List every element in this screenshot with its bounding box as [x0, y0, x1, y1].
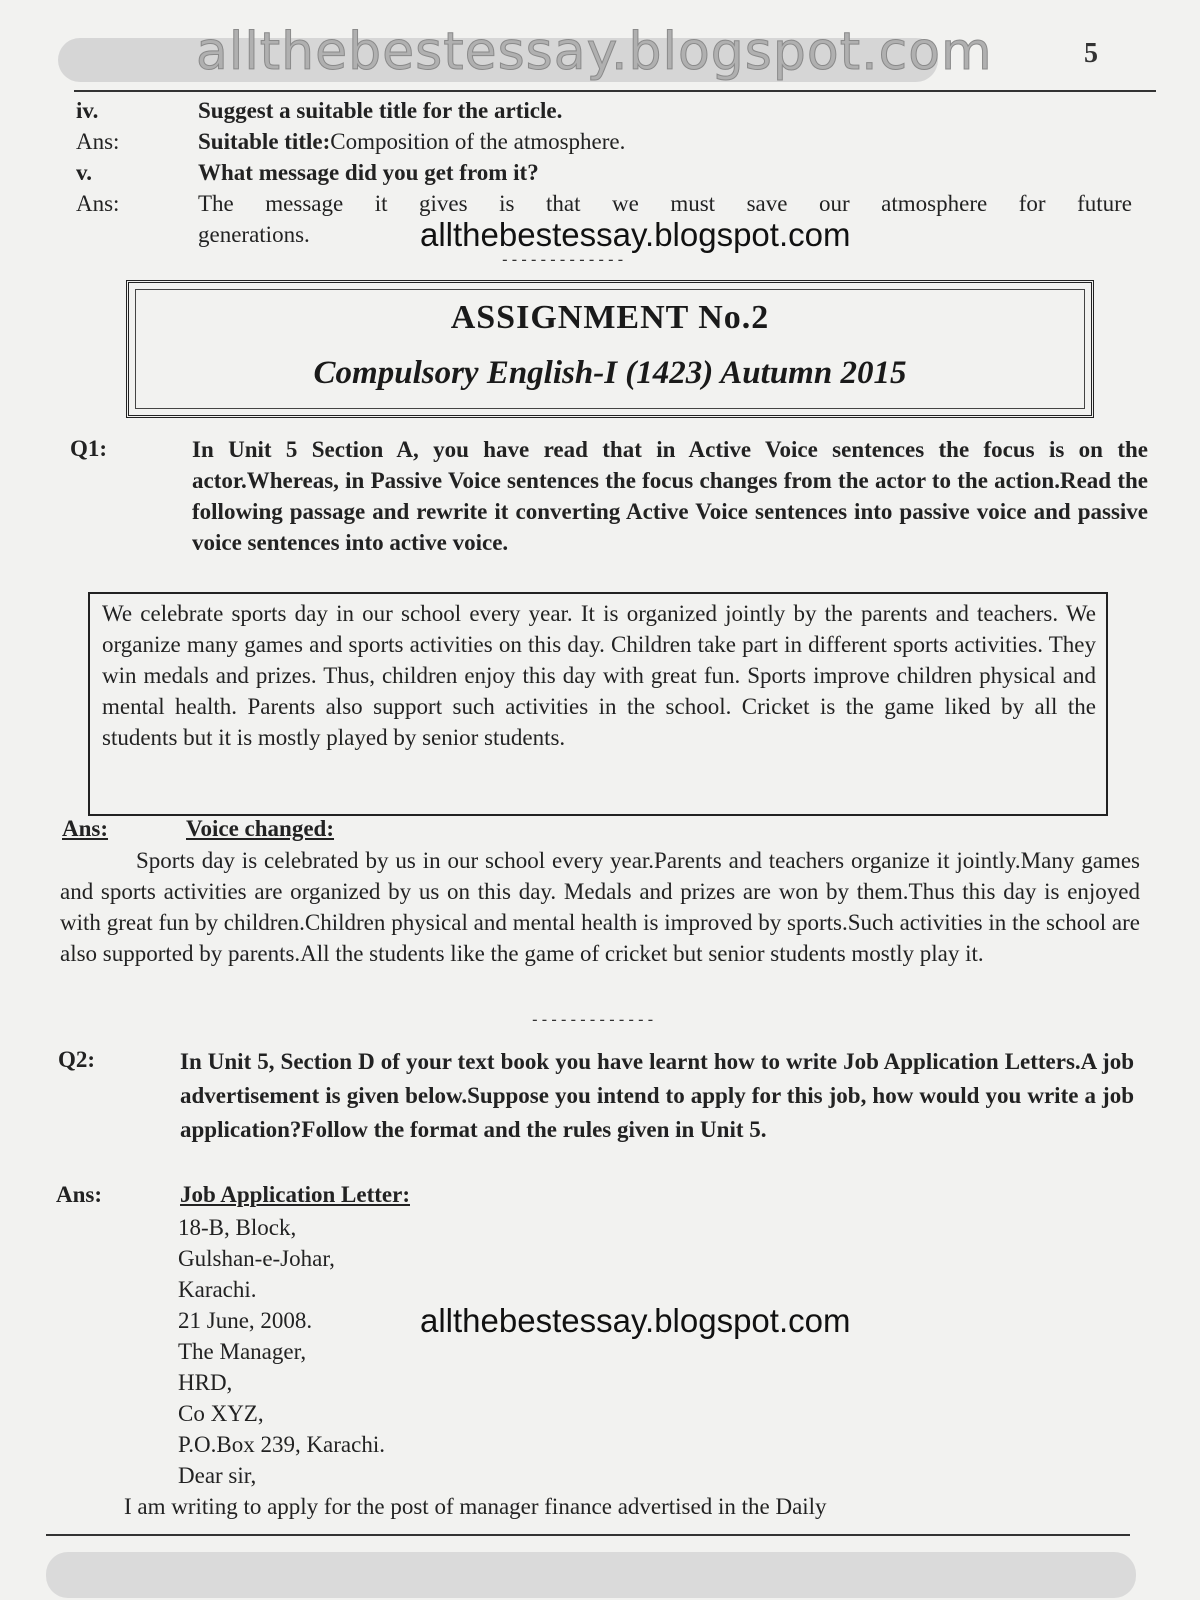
q2-answer-label: Ans:: [56, 1182, 103, 1207]
letter-address-line-3: Karachi.: [178, 1277, 257, 1302]
q1-passage-box: We celebrate sports day in our school every year. It is organized jointly by the parents and teachers. We organize many games and sports activities on this day. Children take part in different sports activities. They win medals and prizes. Thus, children enjoy this day with great fun. Sports improve children physical and mental health. Parents also support such activities in the school. Cricket is the game liked by all the students but it is mostly played by senior students.: [88, 592, 1108, 816]
q1-answer-label: Ans:: [62, 816, 109, 841]
footer-rule: [46, 1534, 1130, 1536]
q2-answer-heading: Job Application Letter:: [180, 1182, 410, 1207]
answer-iv: [198, 127, 625, 157]
section-divider-2: -------------: [530, 1010, 656, 1029]
answer-iv-text: Composition of the atmosphere.: [330, 129, 626, 154]
letter-recipient-line-4: P.O.Box 239, Karachi.: [178, 1432, 385, 1457]
q2-label: Q2:: [58, 1047, 96, 1072]
letter-address-line-2: Gulshan-e-Johar,: [178, 1246, 335, 1271]
question-label-iv: iv.: [76, 98, 99, 123]
section-divider-1: -------------: [500, 250, 626, 269]
watermark-middle: allthebestessay.blogspot.com: [420, 216, 851, 253]
letter-body-line: I am writing to apply for the post of manager finance advertised in the Daily: [124, 1494, 827, 1519]
letter-recipient-line-3: Co XYZ,: [178, 1401, 264, 1426]
q1-text: In Unit 5 Section A, you have read that in Active Voice sentences the focus is on the actor.Whereas, in Passive Voice sentences the focus changes from the actor to the action.Read the following passage and rewrite it converting Active Voice sentences into passive voice and passive voice sentences into active voice.: [192, 437, 1148, 555]
header-watermark: allthebestessay.blogspot.com: [196, 22, 993, 82]
q1-label: Q1:: [70, 436, 108, 461]
answer-label-v: Ans:: [76, 191, 120, 216]
letter-salutation: Dear sir,: [178, 1463, 257, 1488]
question-v-text: What message did you get from it?: [198, 160, 539, 185]
question-label-v: v.: [76, 160, 92, 185]
footer-banner: [46, 1552, 1136, 1598]
header-rule: [74, 90, 1156, 92]
watermark-bottom: allthebestessay.blogspot.com: [420, 1302, 851, 1339]
answer-iv-bold: Suitable title:: [198, 129, 331, 154]
letter-recipient-line-1: The Manager,: [178, 1339, 307, 1364]
assignment-title-box: [126, 280, 1094, 418]
question-iv-text: Suggest a suitable title for the article.: [198, 98, 563, 123]
q2-text: In Unit 5, Section D of your text book you have learnt how to write Job Application Letters.A job advertisement is given below.Suppose you intend to apply for this job, how would you write a job application?Follow the format and the rules given in Unit 5.: [180, 1049, 1134, 1142]
page-number: 5: [1084, 38, 1098, 69]
answer-v-line2: generations.: [198, 222, 310, 247]
q1-answer-text: Sports day is celebrated by us in our school every year.Parents and teachers organize it jointly.Many games and sports activities are organized by us on this day. Medals and prizes are won by them.Thus this day is enjoyed with great fun by children.Children physical and mental health is improved by sports.Such activities in the school are also supported by parents.All the students like the game of cricket but senior students mostly play it.: [60, 848, 1140, 966]
q1-answer-heading: Voice changed:: [186, 816, 335, 841]
assignment-subtitle: Compulsory English-I (1423) Autumn 2015: [313, 355, 907, 391]
letter-address-line-1: 18-B, Block,: [178, 1215, 297, 1240]
letter-date: 21 June, 2008.: [178, 1308, 313, 1333]
assignment-title: ASSIGNMENT No.2: [450, 299, 770, 336]
answer-v-line1: The message it gives is that we must save our atmosphere for future: [198, 191, 1132, 216]
answer-label-iv: Ans:: [76, 129, 120, 154]
letter-recipient-line-2: HRD,: [178, 1370, 233, 1395]
